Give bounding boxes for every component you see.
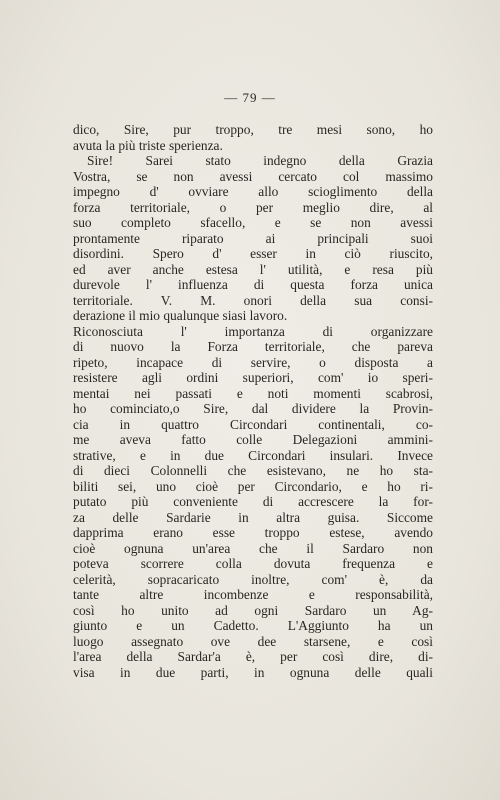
text-line: putato più conveniente di accrescere la for- <box>73 494 433 509</box>
text-line: giunto e un Cadetto. L'Aggiunto ha un <box>73 618 433 633</box>
page-number: — 79 — <box>224 90 276 105</box>
text-line: prontamente riparato ai principali suoi <box>73 230 433 246</box>
text-line: tante altre incombenze e responsabilità, <box>73 587 433 602</box>
text-line: visa in due parti, in ognuna delle quali <box>73 664 433 680</box>
text-line: l'area della Sardar'a è, per così dire, di- <box>73 649 433 664</box>
text-line: Vostra, se non avessi cercato col massimo <box>73 168 433 184</box>
text-line: dico, Sire, pur troppo, tre mesi sono, ho <box>73 122 433 137</box>
text-line: durevole l' influenza di questa forza unica <box>73 277 433 292</box>
text-line: ed aver anche estesa l' utilità, e resa più <box>73 261 433 277</box>
text-line: cia in quattro Circondari continentali, co- <box>73 416 433 432</box>
text-line: avuta la più triste sperienza. <box>73 137 223 153</box>
text-line: forza territoriale, o per meglio dire, al <box>73 199 433 215</box>
text-line: derazione il mio qualunque siasi lavoro. <box>73 308 288 323</box>
text-line: cioè ognuna un'area che il Sardaro non <box>73 540 433 556</box>
text-line: ho cominciato,o Sire, dal dividere la Provin- <box>73 401 433 416</box>
text-line: dapprima erano esse troppo estese, avendo <box>73 525 433 540</box>
text-line: Riconosciuta l' importanza di organizzare <box>73 323 433 339</box>
text-line: Sire! Sarei stato indegno della Grazia <box>87 153 433 168</box>
text-line: così ho unito ad ogni Sardaro un Ag- <box>73 602 433 618</box>
text-line: me aveva fatto colle Delegazioni ammini- <box>73 432 433 447</box>
text-line: impegno d' ovviare allo scioglimento della <box>73 184 433 199</box>
text-line: di dieci Colonnelli che esistevano, ne ho sta- <box>73 463 433 478</box>
text-line: celerità, sopracaricato inoltre, com' è, da <box>73 571 433 587</box>
body-text <box>73 122 433 680</box>
text-line: mentai nei passati e noti momenti scabrosi, <box>73 385 433 401</box>
text-line: poteva scorrere colla dovuta frequenza e <box>73 556 433 571</box>
text-line: suo completo sfacello, e se non avessi <box>73 215 433 230</box>
text-line: territoriale. V. M. onori della sua consi- <box>73 292 433 308</box>
text-line: biliti sei, uno cioè per Circondario, e ho ri- <box>73 478 433 494</box>
text-line: za delle Sardarie in altra guisa. Siccome <box>73 509 433 525</box>
text-line: strative, e in due Circondari insulari. Invece <box>73 447 433 463</box>
text-line: ripeto, incapace di servire, o disposta a <box>73 354 433 370</box>
text-line: di nuovo la Forza territoriale, che pareva <box>73 339 433 354</box>
text-line: disordini. Spero d' esser in ciò riuscito, <box>73 246 433 261</box>
text-line: luogo assegnato ove dee starsene, e così <box>73 633 433 649</box>
text-line: resistere agli ordini superiori, com' io speri- <box>73 370 433 385</box>
